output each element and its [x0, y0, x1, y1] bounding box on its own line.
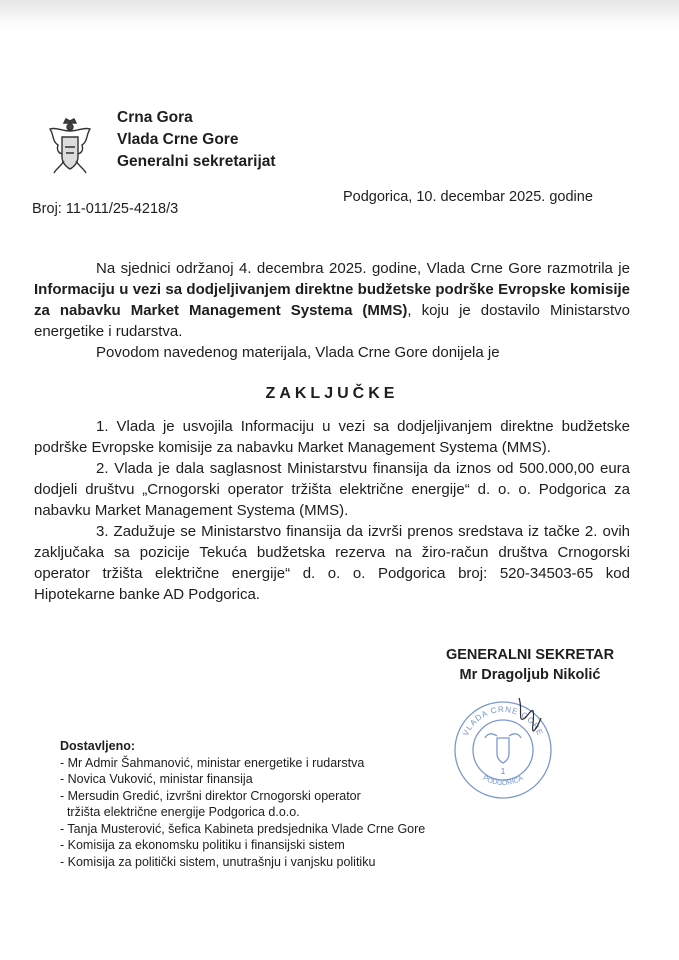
reference-number: Broj: 11-011/25-4218/3 [32, 201, 179, 217]
intro-text-1: Na sjednici održanoj 4. decembra 2025. godine, Vlada Crne Gore razmotrila je [96, 260, 630, 277]
document-date: Podgorica, 10. decembar 2025. godine [343, 189, 593, 205]
conclusions-title: ZAKLJUČKE [265, 385, 399, 402]
svg-text:PODGORICA [482, 775, 525, 787]
recipient-text: - Komisija za politički sistem, unutrašnju i vanjsku politiku [60, 854, 376, 869]
stamp-text-top: VLADA CRNE GORE [461, 704, 545, 738]
conclusion-2: 2. Vlada je dala saglasnost Ministarstvu finansija da iznos od 500.000,00 eura dodjeli društvu „Crnogorski operator tržišta električne energije“ d. o. o. Podgorica za nabavku Market Management Systema (MMS). [34, 460, 630, 519]
recipient-text: - Novica Vuković, ministar finansija [60, 772, 253, 786]
intro-subject: Informaciju u vezi sa dodjeljivanjem direktne budžetske podrške Evropske komisije za nabavku Market Management Systema (MMS) [34, 281, 630, 319]
official-stamp [445, 688, 561, 804]
recipients-list [60, 738, 425, 870]
recipient-text: - Mersudin Gredić, izvršni direktor Crnogorski operator tržišta električne energije Podgorica d.o.o. [60, 788, 361, 819]
recipient-item [60, 771, 425, 788]
signatory-name: Mr Dragoljub Nikolić [459, 667, 601, 683]
recipient-text: - Komisija za ekonomsku politiku i finansijski sistem [60, 838, 345, 852]
intro-paragraph [34, 258, 630, 342]
coat-of-arms-icon [48, 117, 92, 175]
signature-block [430, 645, 630, 685]
header-secretariat: Generalni sekretarijat [117, 153, 276, 170]
stamp-number: 1 [500, 767, 506, 776]
scan-top-edge [0, 0, 679, 30]
recipient-item [60, 837, 425, 854]
conclusion-1: 1. Vlada je usvojila Informaciju u vezi sa dodjeljivanjem direktne budžetske podrške Evropske komisije za nabavku Market Management Systema (MMS). [34, 418, 630, 456]
recipient-text: - Tanja Musterović, šefica Kabineta predsjednika Vlade Crne Gore [60, 821, 426, 836]
conclusion-3: 3. Zadužuje se Ministarstvo finansija da izvrši prenos sredstava iz tačke 2. ovih zaključaka sa pozicije Tekuća budžetska rezerva na žiro-račun društva Crnogorski operator tržišta električne energije“ d. o. o. Podgorica broj: 520-34503-65 kod Hipotekarne banke AD Podgorica. [34, 523, 630, 603]
stamp-text-bottom: PODGORICA [481, 774, 525, 788]
document-body [34, 258, 630, 605]
recipient-item [60, 788, 425, 821]
intro-decision: Povodom navedenog materijala, Vlada Crne Gore donijela je [96, 344, 500, 361]
recipient-text: - Mr Admir Šahmanović, ministar energetike i rudarstva [60, 755, 365, 770]
issuer-header [117, 107, 276, 173]
recipient-item [60, 821, 425, 838]
recipient-item [60, 854, 425, 871]
recipients-heading: Dostavljeno: [60, 739, 136, 753]
svg-text:VLADA CRNE GORE [461, 705, 545, 737]
intro-text-2: , koju je dostavilo Ministarstvo energetike i rudarstva. [34, 302, 630, 340]
recipient-item [60, 755, 425, 772]
signatory-title: GENERALNI SEKRETAR [445, 647, 615, 663]
header-government: Vlada Crne Gore [117, 131, 239, 148]
header-country: Crna Gora [117, 109, 193, 126]
